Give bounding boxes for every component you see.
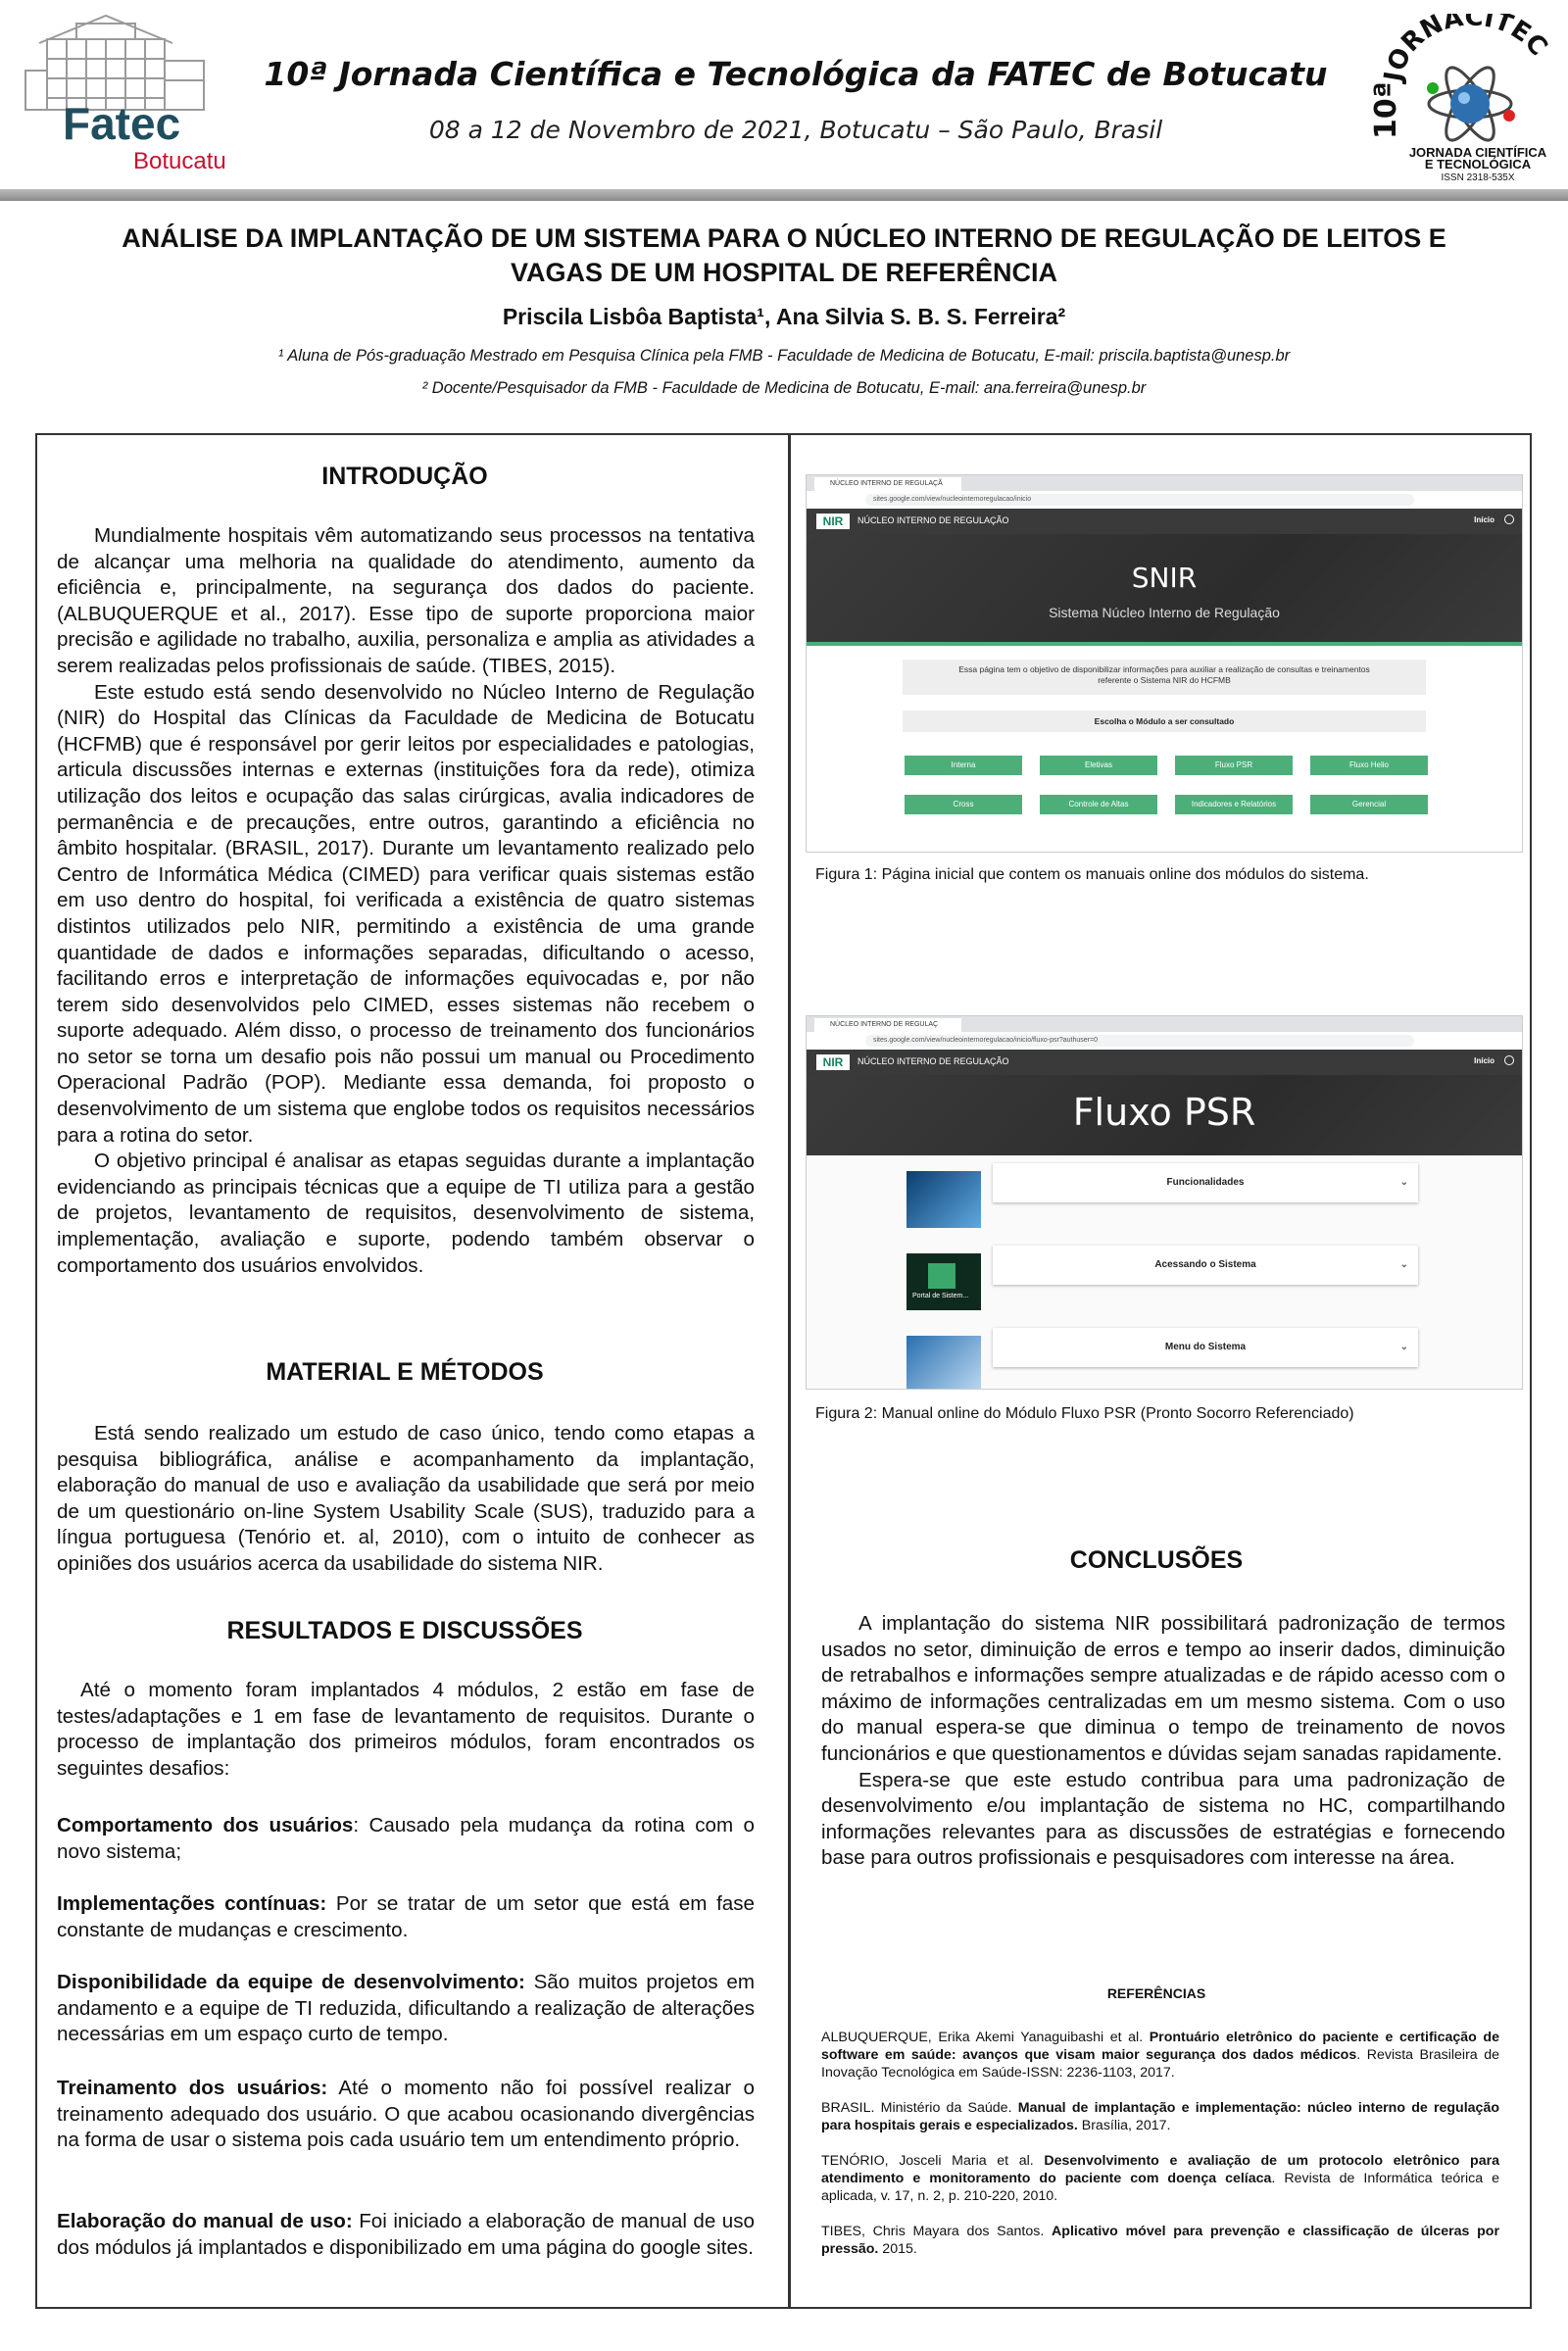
hero-banner [807, 534, 1522, 642]
challenge-title: Treinamento dos usuários: [57, 2077, 328, 2099]
module-button[interactable]: Eletivas [1040, 756, 1157, 775]
reference-authors: BRASIL. Ministério da Saúde. [821, 2100, 1018, 2116]
figure-1-screenshot [806, 474, 1523, 853]
resultados-intro [57, 1678, 755, 1782]
hero-subtitle: Sistema Núcleo Interno de Regulação [1049, 605, 1280, 620]
search-icon [1504, 514, 1514, 524]
hero-banner [807, 1075, 1522, 1155]
browser-tabbar [807, 1016, 1522, 1032]
fatec-logo [18, 12, 253, 178]
search-icon [1504, 1055, 1514, 1065]
chevron-down-icon: ⌄ [1399, 1342, 1408, 1352]
nir-logo: NIR [816, 1054, 850, 1070]
introducao-heading: INTRODUÇÃO [321, 463, 488, 490]
module-button[interactable]: Interna [905, 756, 1022, 775]
module-button[interactable]: Gerencial [1310, 795, 1428, 814]
site-nav-title: NÚCLEO INTERNO DE REGULAÇÃO [858, 515, 1009, 525]
browser-tabbar [807, 475, 1522, 491]
reference-source: 2015. [878, 2241, 917, 2257]
reference-authors: ALBUQUERQUE, Erika Akemi Yanaguibashi et al. [821, 2030, 1150, 2045]
challenge-title: Elaboração do manual de uso: [57, 2210, 353, 2232]
challenge-text: : Causado pela mudança da rotina com o novo sistema; [57, 1814, 756, 1863]
browser-address-bar [807, 1032, 1522, 1051]
reference-item [821, 2152, 1499, 2205]
reference-source: . Revista de Informática teórica e aplicada, v. 17, n. 2, p. 210-220, 2010. [821, 2171, 1499, 2204]
paper-title-line1: ANÁLISE DA IMPLANTAÇÃO DE UM SISTEMA PARA O NÚCLEO INTERNO DE REGULAÇÃO DE LEITOS E [122, 223, 1446, 253]
material-metodos-body [57, 1421, 755, 1578]
reference-title: Manual de implantação e implementação: núcleo interno de regulação para hospitais gerais e especializados. [821, 2100, 1499, 2133]
reference-title: Aplicativo móvel para prevenção e classificação de úlceras por pressão. [821, 2224, 1499, 2257]
svg-text:E TECNOLÓGICA: E TECNOLÓGICA [1424, 157, 1532, 171]
module-button[interactable]: Indicadores e Relatórios [1175, 795, 1293, 814]
challenge-item [57, 1970, 755, 2048]
paper-title [29, 221, 1539, 290]
reference-authors: TIBES, Chris Mayara dos Santos. [821, 2224, 1053, 2239]
introducao-paragraph-2: Este estudo está sendo desenvolvido no Núcleo Interno de Regulação (NIR) do Hospital das Clínicas da Faculdade de Medicina de Botucatu (HCFMB) que é responsável por gerir leitos por especialidades e patologias, articula discussões internas e externas (instituições fora da rede), otimiza utilização dos leitos e ocupação das salas cirúrgicas, avalia indicadores de permanência e de precauções, entre outros, garantindo a eficiência no âmbito hospitalar. (BRASIL, 2017). Durante um levantamento realizado pelo Centro de Informática Médica (CIMED) para verificar quais sistemas estão em uso dentro do hospital, foi verificada a existência de quatro sistemas distintos utilizados pelo NIR, permitindo a existência de uma grande quantidade de dados e informações separadas, dificultando o acesso, facilitando erros e interpretação de informações equivocadas e, por não terem sido desenvolvidos pelo CIMED, esses sistemas não recebem o suporte adequado. Além disso, o processo de treinamento dos funcionários no setor se torna um desafio pois não possui um manual ou Procedimento Operacional Padrão (POP). Mediante essa demanda, foi proposto o desenvolvimento de um sistema que englobe todos os requisitos necessários para a rotina do setor. [57, 680, 755, 1147]
reference-item [821, 2099, 1499, 2134]
challenge-item [57, 2076, 755, 2154]
challenge-text: São muitos projetos em andamento e a equipe de TI reduzida, dificultando a realização de alterações necessárias em um espaço curto de tempo. [57, 1971, 755, 2046]
resultados-heading: RESULTADOS E DISCUSSÕES [226, 1617, 583, 1644]
challenge-title: Implementações contínuas: [57, 1892, 327, 1915]
nav-inicio: Início [1474, 515, 1494, 524]
material-metodos-paragraph: Está sendo realizado um estudo de caso único, tendo como etapas a pesquisa bibliográfica, análise e acompanhamento da implantação, elaboração do manual de uso e avaliação da usabilidade que será por meio de um questionário on-line System Usability Scale (SUS), traduzido para a língua portuguesa (Tenório et. al, 2010), com o intuito de conhecer as opiniões dos usuários acerca da usabilidade do sistema NIR. [57, 1422, 755, 1575]
module-button[interactable]: Cross [905, 795, 1022, 814]
figure-2-caption: Figura 2: Manual online do Módulo Fluxo PSR (Pronto Socorro Referenciado) [815, 1405, 1354, 1422]
referencias-heading: REFERÊNCIAS [1106, 1985, 1206, 2001]
accordion-label: Menu do Sistema [1164, 1342, 1247, 1352]
reference-source: Brasília, 2017. [1077, 2118, 1171, 2133]
challenge-item [57, 2209, 755, 2261]
site-nav [807, 509, 1522, 534]
module-button[interactable]: Fluxo PSR [1175, 756, 1293, 775]
challenge-text: Até o momento não foi possível realizar o treinamento adequado dos usuário. O que acabou ocasionando divergências na forma de usar o sistema pois cada usuário tem um entendimento próprio. [57, 2077, 755, 2152]
chevron-down-icon: ⌄ [1399, 1177, 1408, 1188]
nir-logo: NIR [816, 514, 850, 529]
svg-text:JORNADA CIENTÍFICA: JORNADA CIENTÍFICA [1408, 145, 1547, 160]
thumbnail-image [906, 1171, 981, 1228]
challenge-title: Comportamento dos usuários [57, 1814, 354, 1837]
affiliation-2: ² Docente/Pesquisador da FMB - Faculdade de Medicina de Botucatu, E-mail: ana.ferreira@unesp.br [421, 379, 1147, 397]
reference-authors: TENÓRIO, Josceli Maria et al. [821, 2153, 1045, 2169]
url-field: sites.google.com/view/nucleointernoregulacao/inicio [865, 494, 1414, 506]
conference-title: 10ª Jornada Científica e Tecnológica da FATEC de Botucatu [264, 55, 1328, 93]
page-content [807, 1155, 1522, 1389]
challenge-text: Foi iniciado a elaboração de manual de uso dos módulos já implantados e disponibilizado em uma página do google sites. [57, 2210, 755, 2259]
paper-title-line2: VAGAS DE UM HOSPITAL DE REFERÊNCIA [510, 258, 1058, 287]
introducao-paragraph-3: O objetivo principal é analisar as etapas seguidas durante a implantação evidenciando as principais técnicas que a equipe de TI utiliza para a gestão de projetos, levantamento de requisitos, desenvolvimento de sistema, implementação, avaliação e suporte, podendo também observar o comportamento dos usuários envolvidos. [57, 1150, 755, 1277]
accordion-label: Funcionalidades [1166, 1177, 1245, 1188]
module-button[interactable]: Controle de Altas [1040, 795, 1157, 814]
browser-tab: NÚCLEO INTERNO DE REGULAÇÃ [814, 477, 961, 491]
svg-text:10ª: 10ª [1369, 81, 1403, 139]
nav-inicio: Início [1474, 1056, 1494, 1065]
resultados-paragraph: Até o momento foram implantados 4 módulos, 2 estão em fase de testes/adaptações e 1 em fase de levantamento de requisitos. Durante o processo de implantação dos primeiros módulos, foram encontrados os seguintes desafios: [57, 1679, 755, 1780]
challenge-text: Por se tratar de um setor que está em fase constante de mudanças e crescimento. [57, 1892, 755, 1941]
info-box [903, 660, 1426, 695]
url-field: sites.google.com/view/nucleointernoregulacao/inicio/fluxo-psr?authuser=0 [865, 1035, 1414, 1047]
introducao-paragraph-1: Mundialmente hospitais vêm automatizando seus processos na tentativa de alcançar uma melhoria na qualidade do atendimento, aumento da eficiência e, principalmente, na segurança dos dados do paciente. (ALBUQUERQUE et al., 2017). Esse tipo de suporte proporciona maior precisão e agilidade no trabalho, auxilia, personaliza e amplia as atividades a serem realizadas pelos profissionais de saúde. (TIBES, 2015). [57, 524, 755, 677]
challenge-item [57, 1813, 755, 1865]
accordion-item[interactable] [993, 1328, 1418, 1367]
choose-module-box: Escolha o Módulo a ser consultado [903, 710, 1426, 732]
figure-2-screenshot [806, 1015, 1523, 1390]
reference-title: Desenvolvimento e avaliação de um protocolo eletrônico para atendimento e monitoramento do paciente com doença celíaca [821, 2153, 1499, 2186]
thumbnail-label: Portal de Sistem... [912, 1293, 969, 1299]
accordion-item[interactable] [993, 1163, 1418, 1202]
site-nav [807, 1050, 1522, 1075]
browser-tab: NÚCLEO INTERNO DE REGULAÇ [814, 1018, 961, 1032]
hero-title: SNIR [1131, 562, 1198, 594]
reference-item [821, 2029, 1499, 2082]
site-nav-title: NÚCLEO INTERNO DE REGULAÇÃO [858, 1056, 1009, 1066]
info-text-2: referente o Sistema NIR do HCFMB [1098, 675, 1231, 685]
reference-title: Prontuário eletrônico do paciente e certificação de software em saúde: avanços que visam maior segurança dos dados médicos [821, 2030, 1499, 2063]
figure-1-caption: Figura 1: Página inicial que contem os manuais online dos módulos do sistema. [815, 866, 1369, 883]
reference-source: . Revista Brasileira de Inovação Tecnológica em Saúde-ISSN: 2236-1103, 2017. [821, 2047, 1499, 2081]
browser-address-bar [807, 491, 1522, 510]
challenge-title: Disponibilidade da equipe de desenvolvimento: [57, 1971, 525, 1993]
challenge-item [57, 1891, 755, 1943]
svg-text:ISSN 2318-535X: ISSN 2318-535X [1441, 172, 1515, 182]
material-metodos-heading: MATERIAL E MÉTODOS [266, 1358, 544, 1386]
accordion-item[interactable] [993, 1246, 1418, 1285]
authors: Priscila Lisbôa Baptista¹, Ana Silvia S. B. S. Ferreira² [502, 304, 1066, 329]
affiliation-1: ¹ Aluna de Pós-graduação Mestrado em Pesquisa Clínica pela FMB - Faculdade de Medicina de Botucatu, E-mail: priscila.baptista@unesp.br [277, 347, 1291, 365]
chevron-down-icon: ⌄ [1399, 1259, 1408, 1270]
header-divider-bar [0, 189, 1568, 201]
conclusoes-paragraph-1: A implantação do sistema NIR possibilitará padronização de termos usados no setor, diminuição de erros e tempo ao inserir dados, diminuição de retrabalhos e informações sempre atualizadas e de rápido acesso com o máximo de informações centralizadas em um mesmo sistema. Com o uso do manual espera-se que diminua o tempo de treinamento de novos funcionários e que questionamentos e dúvidas sejam sanadas rapidamente. [821, 1612, 1505, 1765]
svg-text:JORNACITEC: JORNACITEC [1379, 14, 1553, 84]
thumbnail-image [906, 1253, 981, 1310]
conclusoes-heading: CONCLUSÕES [1069, 1546, 1244, 1574]
info-text-1: Essa página tem o objetivo de disponibilizar informações para auxiliar a realização de consultas e treinamentos [958, 664, 1370, 674]
reference-item [821, 2223, 1499, 2258]
page-content [807, 646, 1522, 852]
introducao-body [57, 523, 755, 1279]
jornacitec-logo [1362, 14, 1558, 182]
svg-text:Fatec: Fatec [63, 98, 181, 149]
accordion-label: Acessando o Sistema [1154, 1259, 1256, 1270]
thumbnail-image [906, 1336, 981, 1390]
hero-title: Fluxo PSR [1072, 1091, 1256, 1134]
conclusoes-paragraph-2: Espera-se que este estudo contribua para uma padronização de desenvolvimento e/ou implantação de sistema no HC, compartilhando informações relevantes para as discussões de estratégias e fornecendo base para outros profissionais e pesquisadores com interesse na área. [821, 1768, 1505, 1870]
conference-date: 08 a 12 de Novembro de 2021, Botucatu – São Paulo, Brasil [428, 116, 1163, 144]
svg-text:Botucatu: Botucatu [133, 148, 226, 174]
module-button[interactable]: Fluxo Helio [1310, 756, 1428, 775]
conclusoes-body [821, 1611, 1505, 1872]
